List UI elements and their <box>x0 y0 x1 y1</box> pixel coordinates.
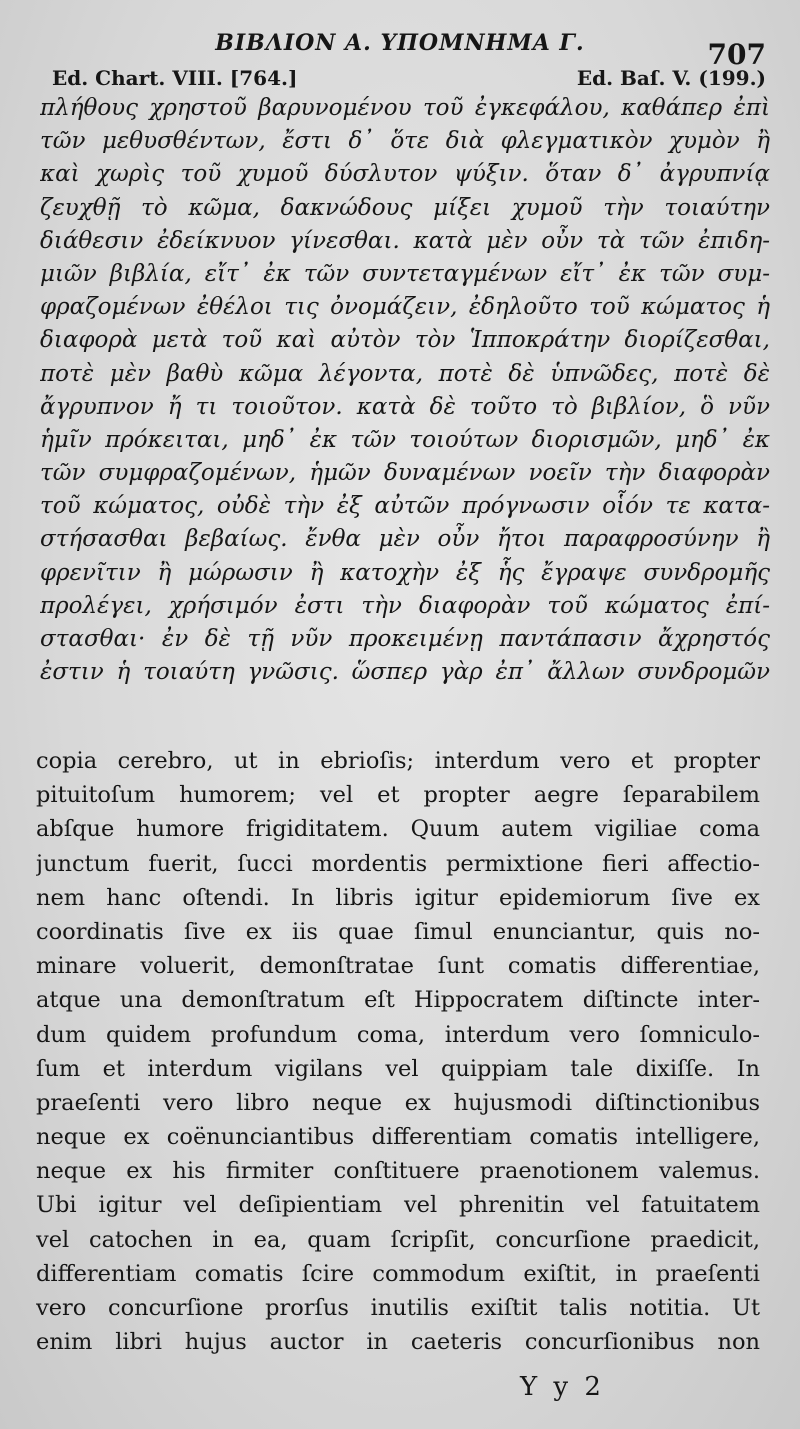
latin-text-line: praeſenti vero libro neque ex hujusmodi diſtinctionibus <box>36 1089 760 1116</box>
signature-mark: Y y 2 <box>520 1372 605 1402</box>
greek-text-line: τῶν μεθυσθέντων, ἔστι δ᾽ ὅτε διὰ φλεγματικὸν χυμὸν ἢ <box>40 128 770 155</box>
latin-text-line: minare voluerit, demonſtratae ſunt comatis differentiae, <box>36 953 760 980</box>
greek-text-line: πλήθους χρηστοῦ βαρυνομένου τοῦ ἐγκεφάλου, καθάπερ ἐπὶ <box>40 95 770 121</box>
latin-text-line: nem hanc oſtendi. In libris igitur epidemiorum ſive ex <box>36 884 760 911</box>
running-title: ΒΙΒΛΙΟΝ Α. ΥΠΟΜΝΗΜΑ Γ. <box>215 30 585 56</box>
latin-text-line: ſum et interdum vigilans vel quippiam tale dixiſſe. In <box>36 1055 760 1082</box>
latin-text-line: dum quidem profundum coma, interdum vero ſomniculo- <box>36 1021 760 1048</box>
greek-text-block <box>40 92 770 689</box>
greek-text-line: τῶν συμφραζομένων, ἡμῶν δυναμένων νοεῖν τὴν διαφορὰν <box>40 460 770 487</box>
greek-text-line: ζευχθῇ τὸ κῶμα, δακνώδους μίξει χυμοῦ τὴν τοιαύτην <box>40 194 770 221</box>
greek-text-line: μιῶν βιβλία, εἴτ᾽ ἐκ τῶν συντεταγμένων εἴτ᾽ ἐκ τῶν συμ- <box>40 260 770 287</box>
greek-text-line: στήσασθαι βεβαίως. ἔνθα μὲν οὖν ἤτοι παραφροσύνην ἢ <box>40 526 770 553</box>
greek-text-line: τοῦ κώματος, οὐδὲ τὴν ἐξ αὐτῶν πρόγνωσιν οἷόν τε κατα- <box>40 493 770 520</box>
greek-text-line: φρενῖτιν ἢ μώρωσιν ἢ κατοχὴν ἐξ ἧς ἔγραψε συνδρομῆς <box>40 559 770 586</box>
latin-text-line: enim libri hujus auctor in caeteris concurſionibus non <box>36 1329 760 1356</box>
latin-text-line: coordinatis ſive ex iis quae ſimul enunciantur, quis no- <box>36 918 760 945</box>
latin-text-line: differentiam comatis ſcire commodum exiſtit, in praeſenti <box>36 1260 760 1287</box>
latin-text-line: Ubi igitur vel deſipientiam vel phrenitin vel fatuitatem <box>36 1192 760 1219</box>
latin-text-line: vel catochen in ea, quam ſcripſit, concurſione praedicit, <box>36 1226 760 1253</box>
latin-text-line: neque ex his firmiter conſtituere praenotionem valemus. <box>36 1158 760 1185</box>
edition-reference-right: Ed. Baſ. V. (199.) <box>576 66 766 90</box>
greek-text-line: καὶ χωρὶς τοῦ χυμοῦ δύσλυτον ψύξιν. ὅταν δ᾽ ἀγρυπνίᾳ <box>40 161 770 188</box>
greek-text-line: ἡμῖν πρόκειται, μηδ᾽ ἐκ τῶν τοιούτων διορισμῶν, μηδ᾽ ἐκ <box>40 426 770 453</box>
greek-text-line: διάθεσιν ἐδείκνυον γίνεσθαι. κατὰ μὲν οὖν τὰ τῶν ἐπιδη- <box>40 227 770 254</box>
greek-text-line: στασθαι· ἐν δὲ τῇ νῦν προκειμένῃ παντάπασιν ἄχρηστός <box>40 626 770 652</box>
latin-text-line: copia cerebro, ut in ebrioſis; interdum vero et propter <box>36 748 760 774</box>
greek-text-line: ποτὲ μὲν βαθὺ κῶμα λέγοντα, ποτὲ δὲ ὑπνῶδες, ποτὲ δὲ <box>40 360 770 387</box>
greek-text-line: ἐστιν ἡ τοιαύτη γνῶσις. ὥσπερ γὰρ ἐπ᾽ ἄλλων συνδρομῶν <box>40 659 770 686</box>
greek-text-line: διαφορὰ μετὰ τοῦ καὶ αὐτὸν τὸν Ἱπποκράτην διορίζεσθαι, <box>40 327 770 354</box>
latin-text-line: neque ex coënunciantibus differentiam comatis intelligere, <box>36 1124 760 1151</box>
latin-text-line: atque una demonſtratum eſt Hippocratem diſtincte inter- <box>36 987 760 1014</box>
page-number: 707 <box>707 38 766 71</box>
edition-reference-left: Ed. Chart. VIII. [764.] <box>52 66 298 90</box>
latin-text-line: junctum fuerit, ſucci mordentis permixtione fieri affectio- <box>36 850 760 877</box>
greek-text-line: προλέγει, χρήσιμόν ἐστι τὴν διαφορὰν τοῦ κώματος ἐπί- <box>40 592 770 619</box>
latin-text-line: abſque humore frigiditatem. Quum autem vigiliae coma <box>36 816 760 843</box>
latin-text-line: pituitoſum humorem; vel et propter aegre ſeparabilem <box>36 782 760 809</box>
greek-text-line: ἄγρυπνον ἤ τι τοιοῦτον. κατὰ δὲ τοῦτο τὸ βιβλίον, ὃ νῦν <box>40 393 770 420</box>
latin-text-line: vero concurſione prorſus inutilis exiſtit talis notitia. Ut <box>36 1295 760 1321</box>
latin-text-block <box>36 744 760 1359</box>
greek-text-line: φραζομένων ἐθέλοι τις ὀνομάζειν, ἐδηλοῦτο τοῦ κώματος ἡ <box>40 294 770 321</box>
